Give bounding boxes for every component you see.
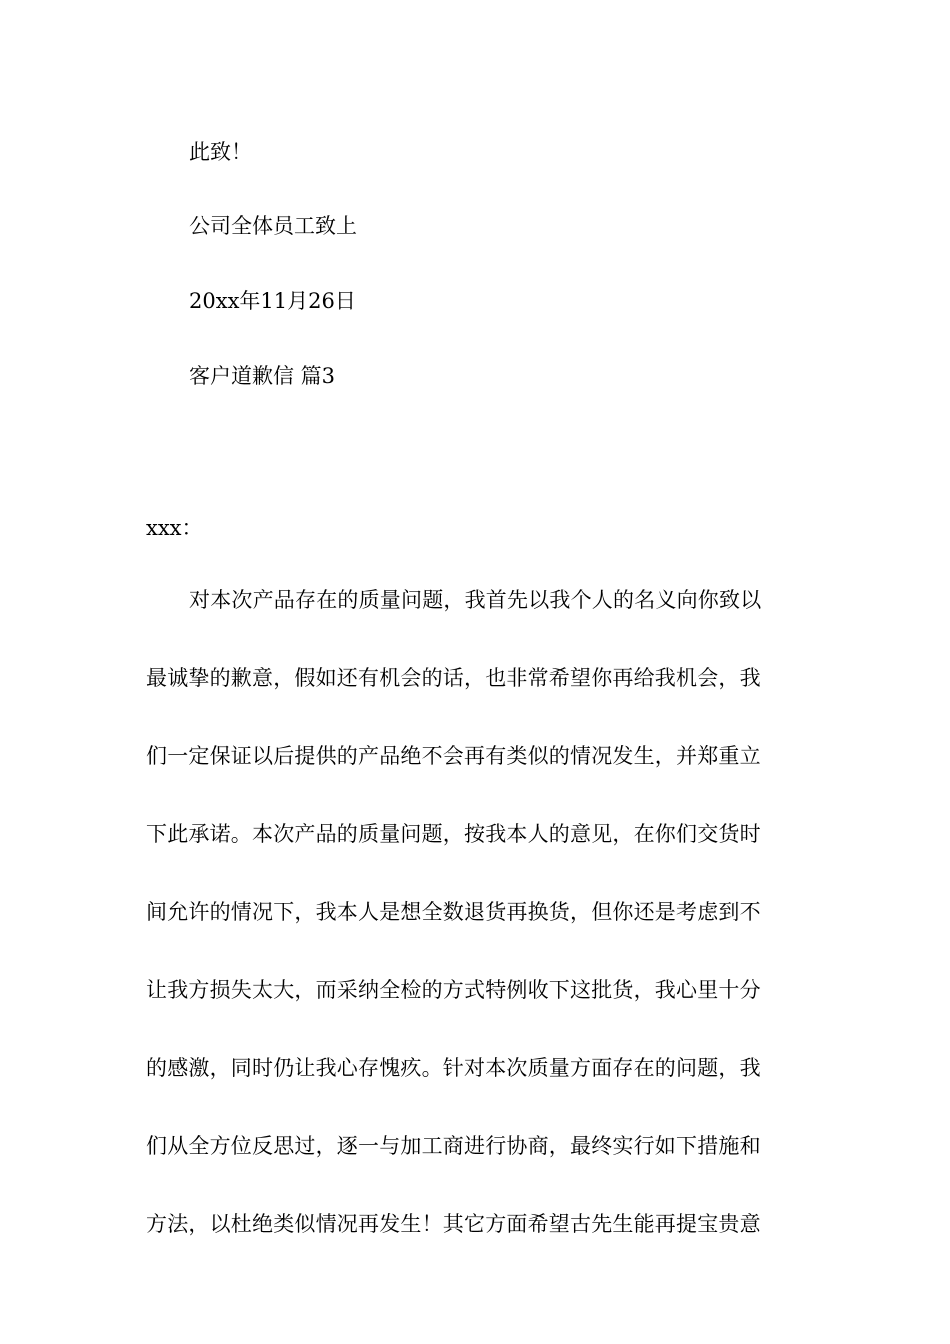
body-line-4: 下此承诺。本次产品的质量问题，按我本人的意见，在你们交货时	[146, 822, 761, 846]
section-title: 客户道歉信 篇3	[189, 364, 336, 388]
body-line-5: 间允许的情况下，我本人是想全数退货再换货，但你还是考虑到不	[146, 900, 761, 924]
body-line-7: 的感激，同时仍让我心存愧疚。针对本次质量方面存在的问题，我	[146, 1056, 761, 1080]
closing-regards: 此致！	[189, 140, 252, 164]
body-line-3: 们一定保证以后提供的产品绝不会再有类似的情况发生，并郑重立	[146, 744, 761, 768]
body-line-9: 方法，以杜绝类似情况再发生！其它方面希望古先生能再提宝贵意	[146, 1212, 761, 1236]
body-line-6: 让我方损失太大，而采纳全检的方式特例收下这批货，我心里十分	[146, 978, 761, 1002]
letter-body	[146, 586, 806, 1288]
body-line-2: 最诚挚的歉意，假如还有机会的话，也非常希望你再给我机会，我	[146, 666, 761, 690]
body-line-1: 对本次产品存在的质量问题，我首先以我个人的名义向你致以	[189, 588, 762, 612]
closing-date: 20xx年11月26日	[189, 289, 356, 313]
closing-signature: 公司全体员工致上	[189, 214, 357, 238]
body-line-8: 们从全方位反思过，逐一与加工商进行协商，最终实行如下措施和	[146, 1134, 761, 1158]
letter-salutation: xxx：	[146, 516, 203, 540]
